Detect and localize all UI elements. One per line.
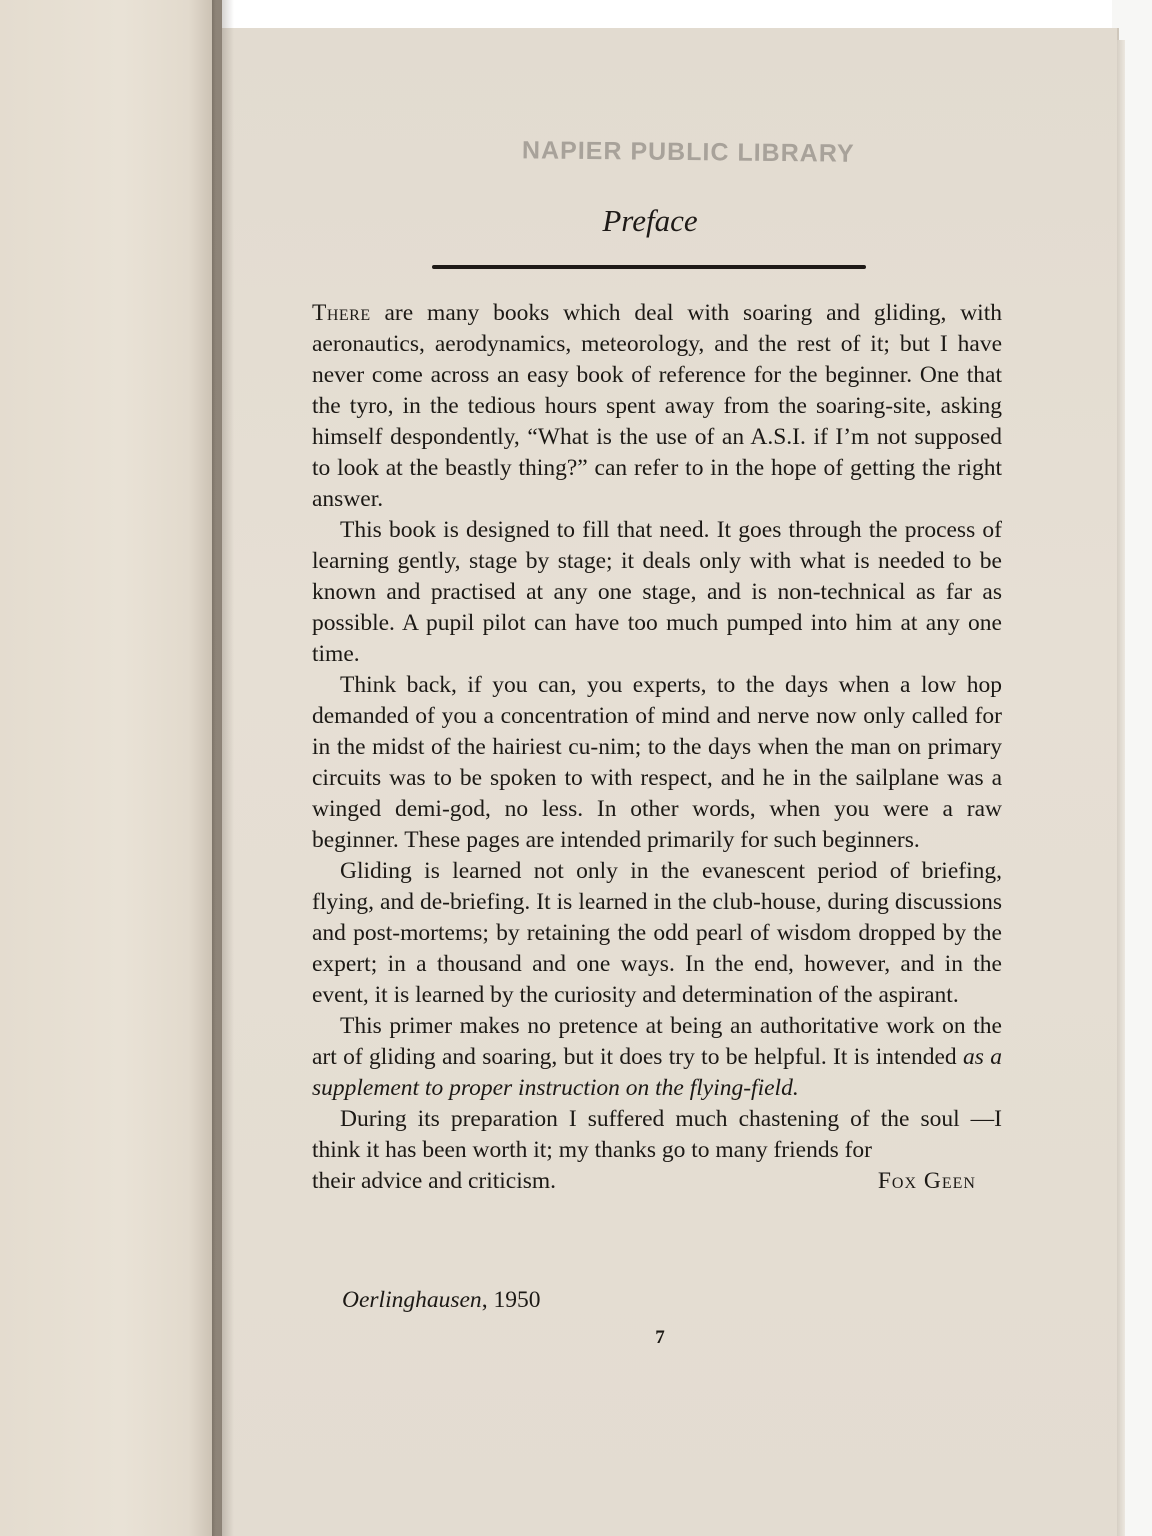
paragraph-6-last-line: their advice and criticism. (312, 1168, 557, 1194)
paragraph-5-italic: as a supplement to proper instruction on the flying-field. (312, 1044, 1002, 1101)
place: Oerlinghausen (342, 1287, 482, 1313)
signature-line (312, 1166, 1002, 1197)
paragraph-4: Gliding is learned not only in the evanescent period of briefing, flying, and de-briefing. It is learned in the club-house, during discussions and post-mortems; by retaining the odd pearl of wisdom dropped by the expert; in a thousand and one ways. In the end, however, and in the event, it is learned by the curiosity and determination of the aspirant. (312, 858, 1002, 1008)
paragraph-2: This book is designed to fill that need. It goes through the process of learning gently, stage by stage; it deals only with what is needed to be known and practised at any one stage, and is non-technical as far as possible. A pupil pilot can have too much pumped into him at any one time. (312, 517, 1002, 667)
place-and-date: Oerlinghausen, 1950 (342, 1287, 541, 1313)
heading-rule (432, 265, 866, 269)
paragraph-1-text: are many books which deal with soaring and gliding, with aeronautics, aerodynamics, meteorology, and the rest of it; but I have never come across an easy book of reference for the beginner. One that the tyro, in the tedious hours spent away from the soaring-site, asking himself despondently, “What is the use of an A.S.I. if I’m not supposed to look at the beastly thing?” can refer to in the hope of getting the right answer. (312, 300, 1002, 512)
paragraph-5-text: This primer makes no pretence at being an authoritative work on the art of gliding and soaring, but it does try to be helpful. It is intended (312, 1013, 1002, 1070)
page-number: 7 (655, 1327, 665, 1348)
page-edge (1117, 40, 1125, 1536)
year: 1950 (493, 1287, 541, 1313)
preface-body (312, 298, 1002, 1197)
paragraph-1-lead: There (312, 300, 371, 326)
paragraph-1 (312, 298, 1002, 515)
paragraph-5 (312, 1011, 1002, 1104)
author-signature: Fox Geen (877, 1168, 976, 1194)
book-gutter-shadow (212, 0, 234, 1536)
paragraph-6: During its preparation I suffered much chastening of the soul —I think it has been worth it; my thanks go to many friends for (312, 1106, 1002, 1163)
paragraph-3: Think back, if you can, you experts, to the days when a low hop demanded of you a concentration of mind and nerve now only called for in the midst of the hairiest cu-nim; to the days when the man on primary circuits was to be spoken to with respect, and he in the sailplane was a winged demi-god, no less. In other words, when you were a raw beginner. These pages are intended primarily for such beginners. (312, 672, 1002, 853)
library-stamp: NAPIER PUBLIC LIBRARY (521, 136, 855, 168)
left-facing-page (0, 0, 222, 1536)
preface-heading: Preface (602, 203, 698, 238)
